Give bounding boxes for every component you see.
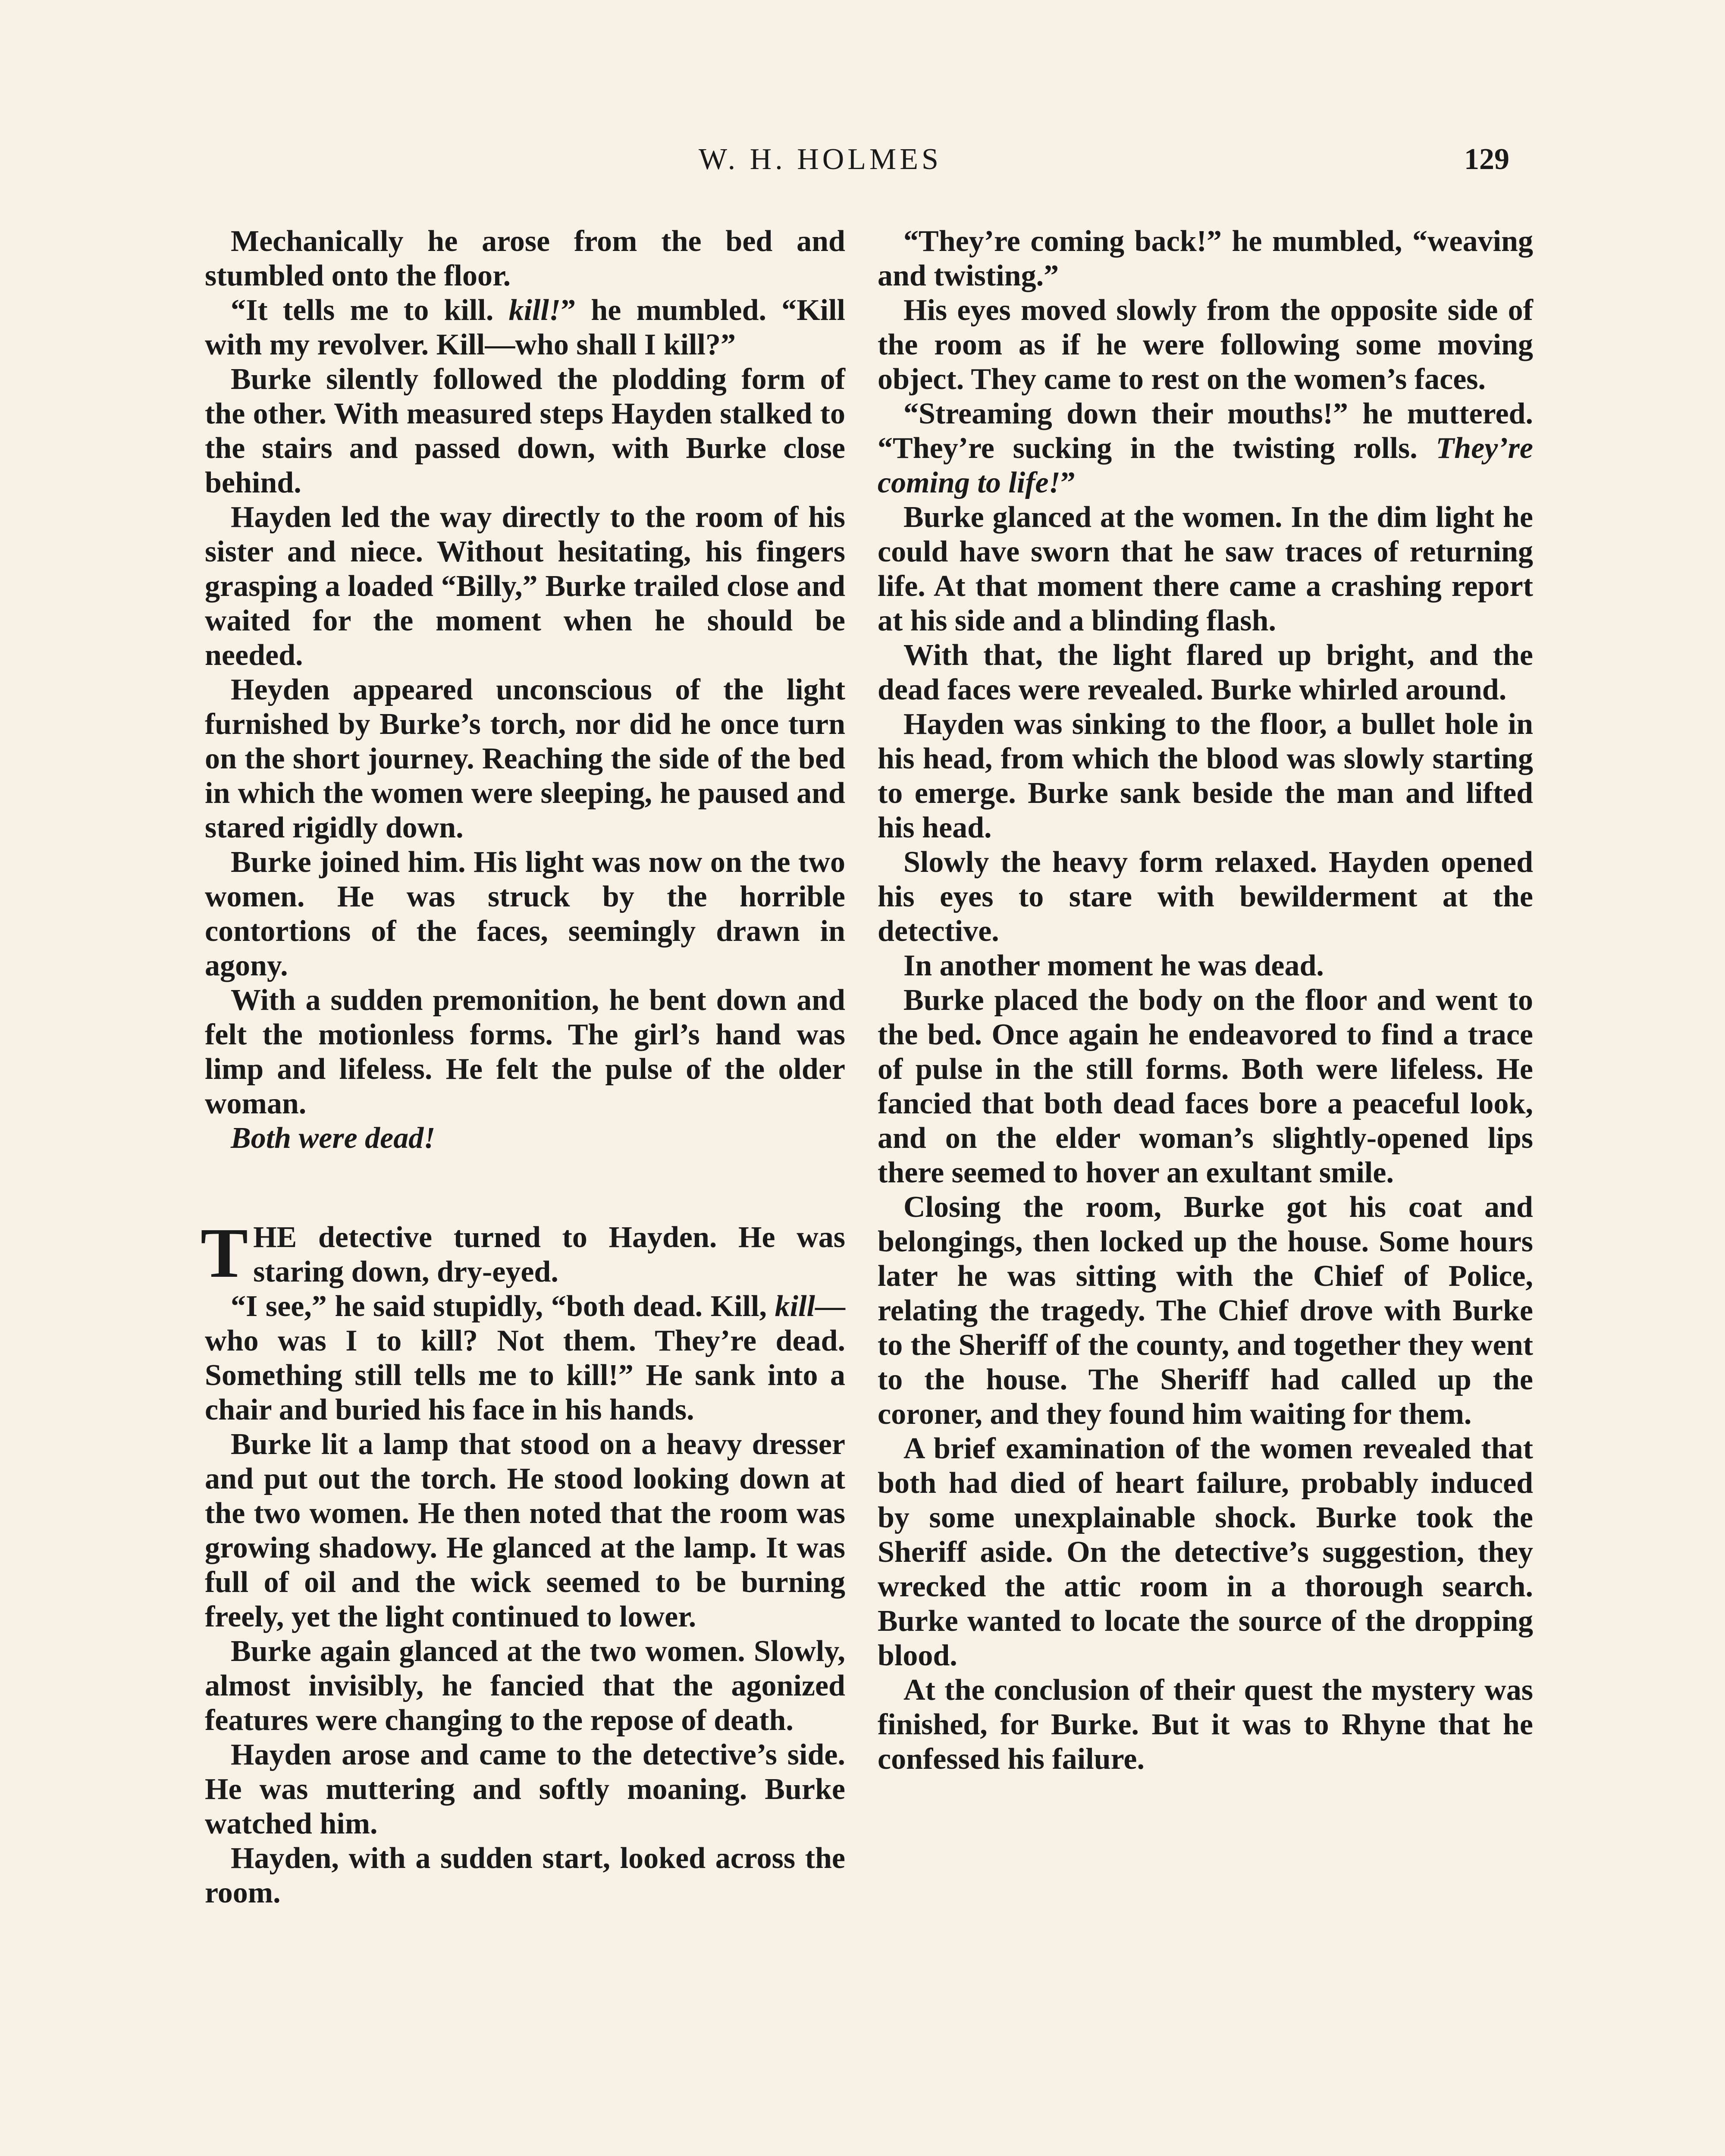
section-break (205, 1156, 845, 1220)
paragraph: “I see,” he said stupidly, “both dead. Kill, kill—who was I to kill? Not them. They’re dead. Something still tells me to kill!” He sank into a chair and buried his face in his hands. (205, 1290, 845, 1426)
paragraph: Slowly the heavy form relaxed. Hayden opened his eyes to stare with bewilderment at the detective. (878, 846, 1533, 948)
running-head: W. H. HOLMES (699, 143, 942, 176)
paragraph: Burke silently followed the plodding form of the other. With measured steps Hayden stalked to the stairs and passed down, with Burke close behind. (205, 363, 845, 499)
paragraph: Heyden appeared unconscious of the light furnished by Burke’s torch, nor did he once turn on the short journey. Reaching the side of the bed in which the women were sleeping, he paused and stared rigidly down. (205, 673, 845, 844)
page-number: 129 (1464, 143, 1509, 176)
paragraph: With that, the light flared up bright, and the dead faces were revealed. Burke whirled around. (878, 639, 1533, 706)
paragraph: Both were dead! (231, 1122, 436, 1155)
paragraph: Hayden arose and came to the detective’s side. He was muttering and softly moaning. Burke watched him. (205, 1738, 845, 1840)
paragraph: Burke glanced at the women. In the dim light he could have sworn that he saw traces of returning life. At that moment there came a crashing report at his side and a blinding flash. (878, 501, 1533, 637)
right-column (878, 224, 1533, 1777)
paragraph: “Streaming down their mouths!” he muttered. “They’re sucking in the twisting rolls. They’re coming to life!” (878, 397, 1533, 499)
section-opening-paragraph: THE detective turned to Hayden. He was staring down, dry-eyed. (201, 1213, 845, 1292)
paragraph: Burke placed the body on the floor and went to the bed. Once again he endeavored to find a trace of pulse in the still forms. Both were lifeless. He fancied that both dead faces bore a peaceful look, and on the elder woman’s slightly-opened lips there seemed to hover an exultant smile. (878, 984, 1533, 1189)
paragraph: Closing the room, Burke got his coat and belongings, then locked up the house. Some hours later he was sitting with the Chief of Police, relating the tragedy. The Chief drove with Burke to the Sheriff of the county, and together they went to the house. The Sheriff had called up the coroner, and they found him waiting for them. (878, 1191, 1533, 1431)
paragraph: In another moment he was dead. (903, 949, 1324, 982)
drop-cap: T (201, 1213, 248, 1292)
page-header (0, 142, 1725, 190)
paragraph: At the conclusion of their quest the mystery was finished, for Burke. But it was to Rhyne that he confessed his failure. (878, 1673, 1533, 1776)
left-column (201, 224, 845, 1910)
paragraph: “They’re coming back!” he mumbled, “weaving and twisting.” (878, 225, 1533, 292)
paragraph: Hayden was sinking to the floor, a bullet hole in his head, from which the blood was slowly starting to emerge. Burke sank beside the man and lifted his head. (878, 708, 1533, 844)
paragraph: Burke joined him. His light was now on the two women. He was struck by the horrible contortions of the faces, seemingly drawn in agony. (205, 846, 845, 982)
paragraph: “It tells me to kill. kill!” he mumbled. “Kill with my revolver. Kill—who shall I kill?” (205, 294, 845, 361)
paragraph: Burke lit a lamp that stood on a heavy dresser and put out the torch. He stood looking down at the two women. He then noted that the room was growing shadowy. He glanced at the lamp. It was full of oil and the wick seemed to be burning freely, yet the light continued to lower. (205, 1428, 845, 1633)
paragraph: A brief examination of the women revealed that both had died of heart failure, probably induced by some unexplainable shock. Burke took the Sheriff aside. On the detective’s suggestion, they wrecked the attic room in a thorough search. Burke wanted to locate the source of the dropping blood. (878, 1432, 1533, 1672)
paragraph: Mechanically he arose from the bed and stumbled onto the floor. (205, 225, 845, 292)
paragraph: Hayden led the way directly to the room of his sister and niece. Without hesitating, his fingers grasping a loaded “Billy,” Burke trailed close and waited for the moment when he should be needed. (205, 501, 845, 672)
paragraph: Hayden, with a sudden start, looked across the room. (205, 1842, 845, 1909)
paragraph: Burke again glanced at the two women. Slowly, almost invisibly, he fancied that the agonized features were changing to the repose of death. (205, 1635, 845, 1737)
paragraph: With a sudden premonition, he bent down and felt the motionless forms. The girl’s hand was limp and lifeless. He felt the pulse of the older woman. (205, 984, 845, 1120)
paragraph: His eyes moved slowly from the opposite side of the room as if he were following some moving object. They came to rest on the women’s faces. (878, 294, 1533, 396)
